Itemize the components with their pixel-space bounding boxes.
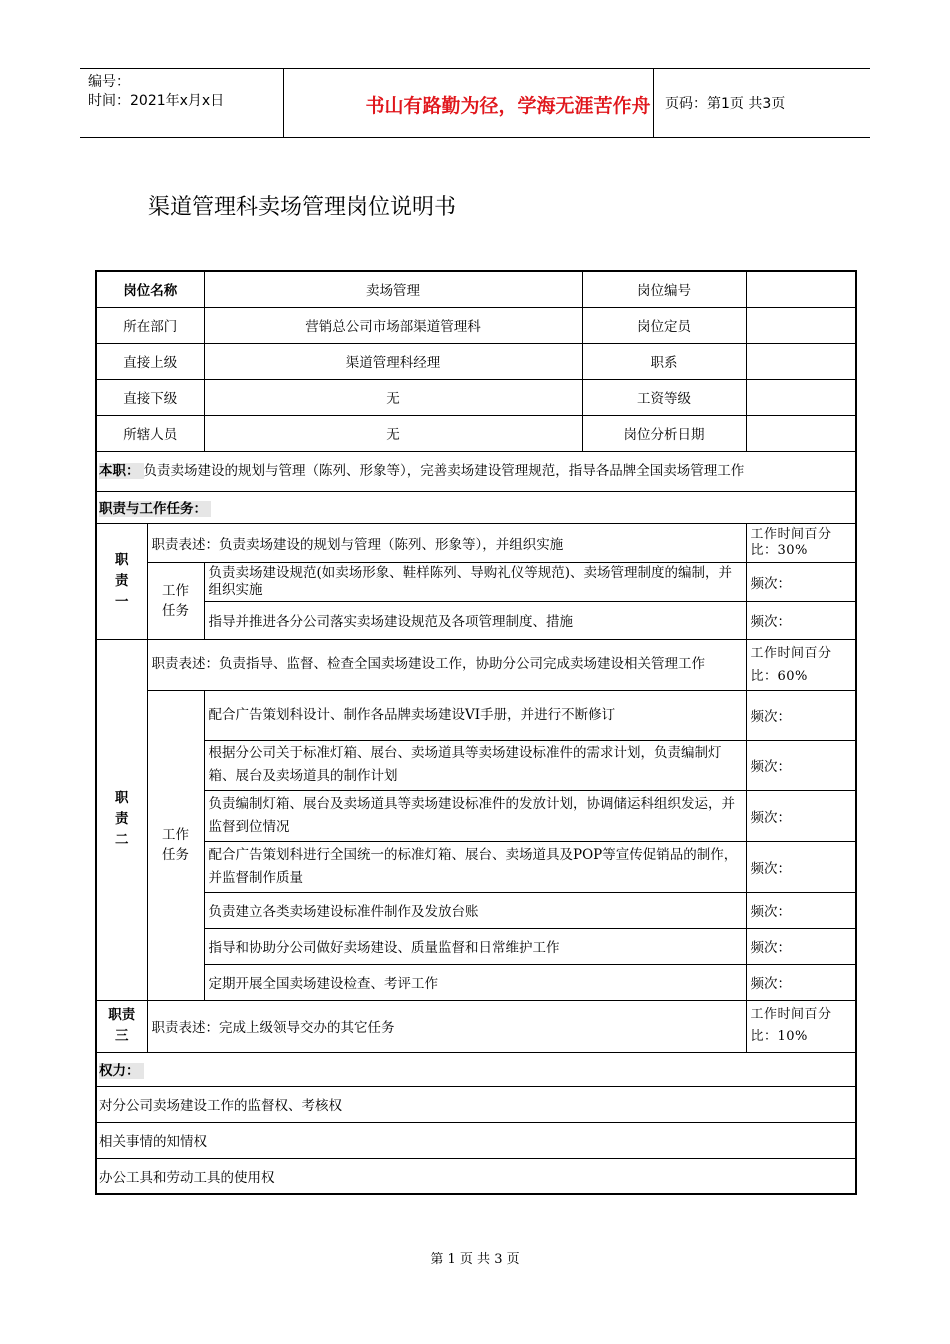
duty3-pct: 工作时间百分比：10% — [746, 1000, 856, 1052]
task-freq: 频次： — [746, 892, 856, 928]
task-row — [96, 892, 856, 928]
header-motto: 书山有路勤为径，学海无涯苦作舟 — [365, 95, 651, 117]
duties-header-cell — [96, 491, 856, 523]
task-row — [96, 790, 856, 841]
info-key: 所在部门 — [96, 307, 204, 343]
info-value: 渠道管理科经理 — [204, 343, 582, 379]
task-row — [96, 740, 856, 790]
info-key: 岗位名称 — [96, 271, 204, 307]
info-value: 无 — [204, 379, 582, 415]
task-text: 配合广告策划科设计、制作各品牌卖场建设VI手册，并进行不断修订 — [204, 690, 746, 740]
duty2-pct: 工作时间百分比：60% — [746, 639, 856, 690]
info-value — [746, 415, 856, 451]
task-freq: 频次： — [746, 740, 856, 790]
section-header-row — [96, 491, 856, 523]
benzhi-cell — [96, 451, 856, 491]
info-row — [96, 271, 856, 307]
benzhi-label: 本职： — [99, 463, 144, 479]
duty3-label: 职责三 — [96, 1000, 147, 1052]
duty2-desc: 职责表述：负责指导、监督、检查全国卖场建设工作，协助分公司完成卖场建设相关管理工作 — [147, 639, 746, 690]
info-key: 工资等级 — [582, 379, 746, 415]
task-freq: 频次： — [746, 928, 856, 964]
info-value — [746, 343, 856, 379]
info-row — [96, 379, 856, 415]
benzhi-row — [96, 451, 856, 491]
task-text: 负责卖场建设规范(如卖场形象、鞋样陈列、导购礼仪等规范)、卖场管理制度的编制，并组织实施 — [204, 562, 746, 601]
benzhi-text: 负责卖场建设的规划与管理（陈列、形象等），完善卖场建设管理规范，指导各品牌全国卖场管理工作 — [143, 462, 745, 479]
page-title: 渠道管理科卖场管理岗位说明书 — [148, 195, 457, 220]
info-value — [746, 379, 856, 415]
power-header-cell — [96, 1052, 856, 1086]
task-row — [96, 562, 856, 601]
info-key: 职系 — [582, 343, 746, 379]
task-label: 工作任务 — [147, 690, 204, 1000]
task-text: 配合广告策划科进行全国统一的标准灯箱、展台、卖场道具及POP等宣传促销品的制作，并监督制作质量 — [204, 841, 746, 892]
task-row — [96, 841, 856, 892]
info-key: 所辖人员 — [96, 415, 204, 451]
power-item: 相关事情的知情权 — [96, 1122, 856, 1158]
power-item: 办公工具和劳动工具的使用权 — [96, 1158, 856, 1194]
task-freq: 频次： — [746, 601, 856, 639]
task-row — [96, 601, 856, 639]
info-value: 无 — [204, 415, 582, 451]
task-text: 定期开展全国卖场建设检查、考评工作 — [204, 964, 746, 1000]
header-divider — [653, 69, 654, 137]
duty1-pct: 工作时间百分比：30% — [746, 523, 856, 562]
info-row — [96, 343, 856, 379]
task-row — [96, 964, 856, 1000]
info-key: 岗位编号 — [582, 271, 746, 307]
task-text: 指导并推进各分公司落实卖场建设规范及各项管理制度、措施 — [204, 601, 746, 639]
duty-desc-row — [96, 639, 856, 690]
task-row — [96, 690, 856, 740]
duty3-desc: 职责表述：完成上级领导交办的其它任务 — [147, 1000, 746, 1052]
info-key: 直接下级 — [96, 379, 204, 415]
header-page-info: 页码：第1页 共3页 — [665, 96, 786, 112]
task-label: 工作任务 — [147, 562, 204, 639]
task-row — [96, 928, 856, 964]
power-row — [96, 1122, 856, 1158]
info-value: 卖场管理 — [204, 271, 582, 307]
task-text: 根据分公司关于标准灯箱、展台、卖场道具等卖场建设标准件的需求计划，负责编制灯箱、展台及卖场道具的制作计划 — [204, 740, 746, 790]
info-key: 岗位分析日期 — [582, 415, 746, 451]
header-meta — [88, 73, 284, 111]
task-text: 负责编制灯箱、展台及卖场道具等卖场建设标准件的发放计划，协调储运科组织发运，并监督到位情况 — [204, 790, 746, 841]
section-header-row — [96, 1052, 856, 1086]
duty1-label: 职责一 — [96, 523, 147, 639]
job-description-table — [95, 270, 857, 1195]
task-text: 负责建立各类卖场建设标准件制作及发放台账 — [204, 892, 746, 928]
duties-header: 职责与工作任务： — [99, 501, 211, 517]
task-freq: 频次： — [746, 690, 856, 740]
task-freq: 频次： — [746, 562, 856, 601]
page-header — [80, 68, 870, 138]
duty-desc-row — [96, 1000, 856, 1052]
task-freq: 频次： — [746, 841, 856, 892]
info-key: 直接上级 — [96, 343, 204, 379]
power-row — [96, 1158, 856, 1194]
task-freq: 频次： — [746, 964, 856, 1000]
doc-number-label: 编号： — [88, 74, 130, 90]
power-item: 对分公司卖场建设工作的监督权、考核权 — [96, 1086, 856, 1122]
power-row — [96, 1086, 856, 1122]
info-key: 岗位定员 — [582, 307, 746, 343]
info-row — [96, 307, 856, 343]
duty-desc-row — [96, 523, 856, 562]
task-text: 指导和协助分公司做好卖场建设、质量监督和日常维护工作 — [204, 928, 746, 964]
info-value — [746, 271, 856, 307]
doc-time: 时间：2021年x月x日 — [88, 93, 225, 109]
duty2-label: 职责二 — [96, 639, 147, 1000]
info-value — [746, 307, 856, 343]
task-freq: 频次： — [746, 790, 856, 841]
duty1-desc: 职责表述：负责卖场建设的规划与管理（陈列、形象等），并组织实施 — [147, 523, 746, 562]
power-header: 权力： — [99, 1063, 144, 1079]
info-value: 营销总公司市场部渠道管理科 — [204, 307, 582, 343]
info-row — [96, 415, 856, 451]
page-footer: 第 1 页 共 3 页 — [430, 1252, 520, 1267]
